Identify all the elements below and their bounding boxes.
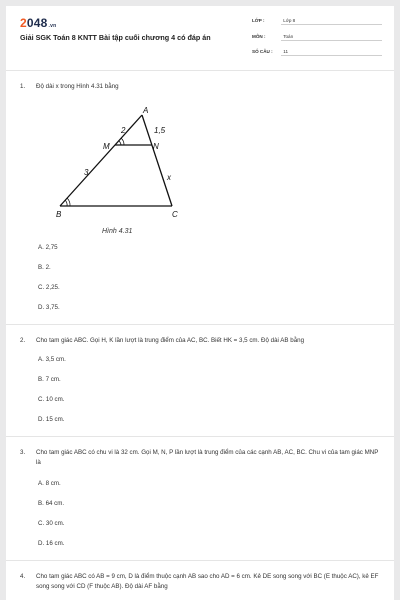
meta-subject-value: Toán [283, 34, 294, 39]
document-page [6, 6, 394, 600]
vertex-c: C [172, 210, 178, 219]
length-nc: x [167, 173, 171, 182]
length-mb: 3 [84, 168, 89, 177]
meta-subject [252, 34, 382, 39]
logo-sub: .vn [48, 23, 57, 29]
geometry-figure [42, 100, 192, 238]
question-1-option-c[interactable]: C. 2,25. [38, 284, 60, 291]
question-3-option-d[interactable]: D. 16 cm. [38, 540, 65, 547]
question-2 [20, 336, 382, 346]
angle-mark-b [65, 200, 67, 206]
question-1-option-d[interactable]: D. 3,75. [38, 304, 60, 311]
question-1-option-b[interactable]: B. 2. [38, 264, 51, 271]
meta-underline [281, 55, 382, 56]
meta-class [252, 18, 382, 23]
question-text: Độ dài x trong Hình 4.31 bằng [36, 83, 119, 90]
meta-subject-key: MÔN : [252, 34, 266, 39]
side-ab [60, 115, 142, 206]
question-3 [20, 448, 382, 468]
meta-underline [281, 40, 382, 41]
figure-caption: Hình 4.31 [102, 228, 133, 235]
vertex-a: A [143, 106, 149, 115]
meta-class-value: Lớp 8 [283, 18, 296, 23]
question-divider [6, 560, 394, 561]
question-number: 2. [20, 337, 26, 344]
vertex-m: M [103, 142, 110, 151]
meta-class-key: LỚP : [252, 18, 265, 23]
question-2-option-b[interactable]: B. 7 cm. [38, 376, 61, 383]
question-2-option-c[interactable]: C. 10 cm. [38, 396, 65, 403]
document-header [6, 6, 394, 70]
question-text: Cho tam giác ABC có AB = 9 cm, D là điểm thuộc cạnh AB sao cho AD = 6 cm. Kẻ DE song song với BC (E thuộc AC), kẻ EF song song với CD (F thuộc AB). Độ dài AF bằng [36, 573, 379, 590]
length-an: 1,5 [154, 126, 166, 135]
vertex-b: B [56, 210, 62, 219]
question-1 [20, 82, 382, 92]
meta-underline [281, 24, 382, 25]
question-number: 3. [20, 449, 26, 456]
question-divider [6, 436, 394, 437]
site-logo[interactable] [20, 16, 56, 30]
question-text: Cho tam giác ABC. Gọi H, K lần lượt là trung điểm của AC, BC. Biết HK = 3,5 cm. Độ dài AB bằng [36, 337, 305, 344]
question-number: 1. [20, 83, 26, 90]
question-1-option-a[interactable]: A. 2,75 [38, 244, 58, 251]
angle-mark-m-2 [121, 138, 124, 145]
question-3-option-c[interactable]: C. 30 cm. [38, 520, 65, 527]
logo-main: 2048 [20, 16, 48, 30]
question-divider [6, 324, 394, 325]
question-2-option-d[interactable]: D. 15 cm. [38, 416, 65, 423]
document-title: Giải SGK Toán 8 KNTT Bài tập cuối chương 4 có đáp án [20, 33, 211, 42]
question-3-option-b[interactable]: B. 64 cm. [38, 500, 65, 507]
question-number: 4. [20, 573, 26, 580]
length-am: 2 [121, 126, 126, 135]
meta-count-value: 11 [283, 49, 289, 54]
question-2-option-a[interactable]: A. 3,5 cm. [38, 356, 66, 363]
meta-count-key: SỐ CÂU : [252, 49, 273, 54]
question-4 [20, 572, 382, 592]
question-text: Cho tam giác ABC có chu vi là 32 cm. Gọi M, N, P lần lượt là trung điểm của các cạnh AB, AC, BC. Chu vi của tam giác MNP là [36, 449, 379, 466]
question-3-option-a[interactable]: A. 8 cm. [38, 480, 61, 487]
header-divider [6, 70, 394, 71]
meta-count [252, 49, 382, 54]
vertex-n: N [153, 142, 159, 151]
